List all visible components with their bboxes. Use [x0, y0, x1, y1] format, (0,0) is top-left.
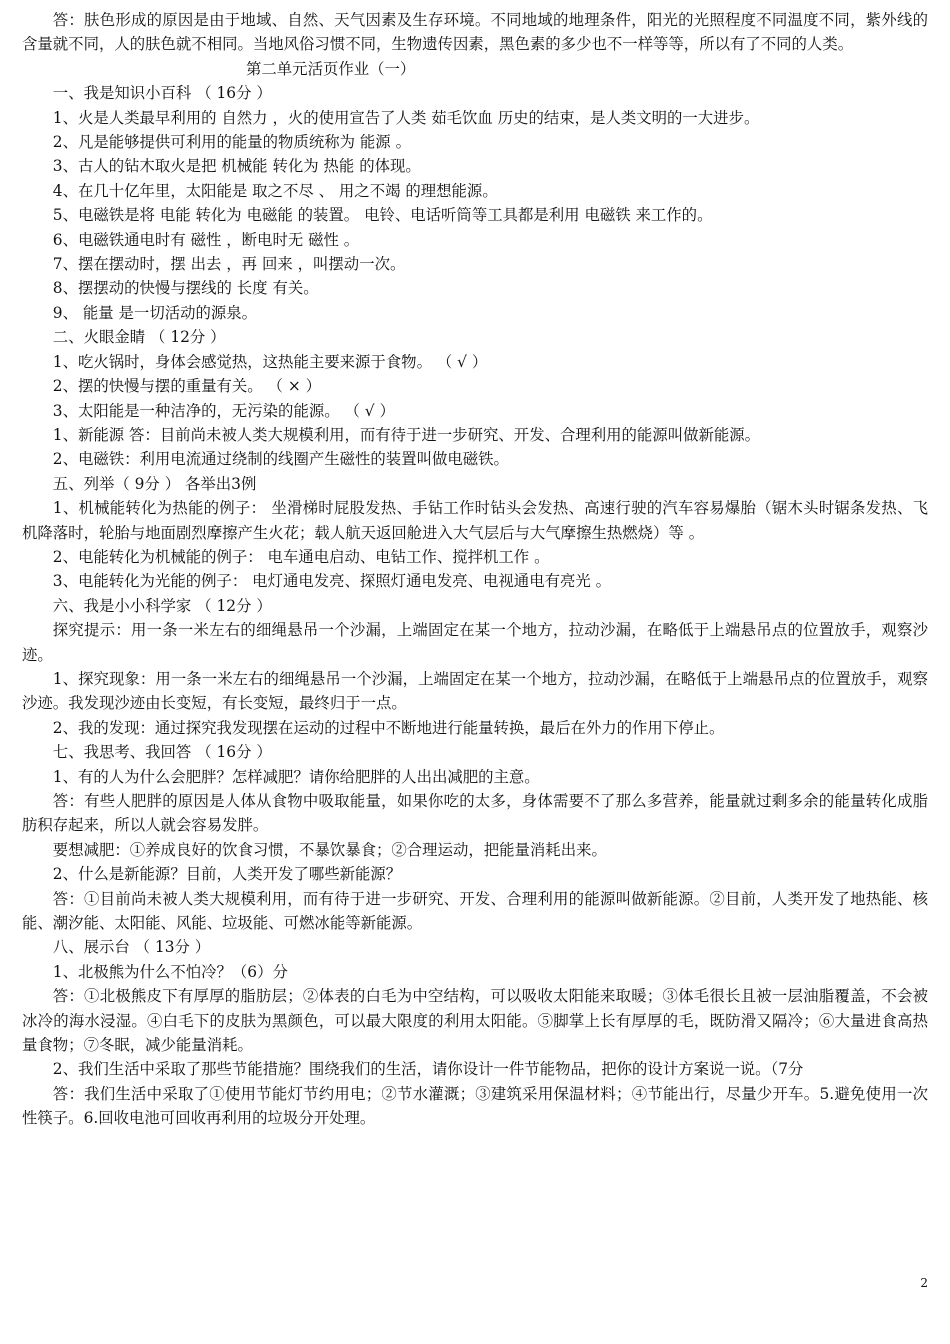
- paragraph-skin-color-answer: 答：肤色形成的原因是由于地域、自然、天气因素及生存环境。不同地域的地理条件，阳光的光照程度不同温度不同，紫外线的含量就不同，人的肤色就不相同。当地风俗习惯不同，生物遗传因素，黑色素的多少也不一样等等，所以有了不同的人类。: [22, 11, 928, 54]
- showcase-question-2: 2、我们生活中采取了那些节能措施？围绕我们的生活，请你设计一件节能物品，把你的设计方案说一说。（7分: [52, 1060, 804, 1079]
- list-item-3: 3、电能转化为光能的例子： 电灯通电发亮、探照灯通电发亮、电视通电有亮光 。: [52, 572, 612, 591]
- page-number: 2: [920, 1276, 928, 1290]
- fill-item-4: 4、在几十亿年里，太阳能是 取之不尽 、 用之不竭 的理想能源。: [52, 181, 498, 200]
- document-body: [22, 8, 928, 1131]
- fill-item-7: 7、摆在摆动时，摆 出去 ，再 回来 ，叫摆动一次。: [52, 255, 406, 274]
- answer-1-tips: 要想减肥：①养成良好的饮食习惯，不暴饮暴食；②合理运动，把能量消耗出来。: [52, 840, 607, 859]
- heading-part-1: 一、我是知识小百科 （ 16分 ）: [52, 84, 272, 103]
- definition-item-1: 1、新能源 答：目前尚未被人类大规模利用，而有待于进一步研究、开发、合理利用的能源叫做新能源。: [52, 425, 761, 444]
- list-item-2: 2、电能转化为机械能的例子： 电车通电启动、电钻工作、搅拌机工作 。: [52, 547, 550, 566]
- fill-item-3: 3、古人的钻木取火是把 机械能 转化为 热能 的体现。: [52, 157, 421, 176]
- question-1: 1、有的人为什么会肥胖？怎样减肥？请你给肥胖的人出出减肥的主意。: [52, 767, 540, 786]
- heading-part-2: 二、火眼金睛 （ 12分 ）: [52, 328, 226, 347]
- showcase-answer-2: 答：我们生活中采取了①使用节能灯节约用电；②节水灌溉；③建筑采用保温材料；④节能出行，尽量少开车。5.避免使用一次性筷子。6.回收电池可回收再利用的垃圾分开处理。: [22, 1084, 928, 1128]
- fill-item-9: 9、 能量 是一切活动的源泉。: [52, 303, 258, 322]
- judge-item-1: 1、吃火锅时，身体会感觉热，这热能主要来源于食物。 （ √ ）: [52, 352, 488, 371]
- fill-item-2: 2、凡是能够提供可利用的能量的物质统称为 能源 。: [52, 133, 411, 152]
- explore-phenomenon: 1、探究现象：用一条一米左右的细绳悬吊一个沙漏，上端固定在某一个地方，拉动沙漏，在略低于上端悬吊点的位置放手，观察沙迹。我发现沙迹由长变短，有长变短，最终归于一点。: [22, 669, 928, 713]
- fill-item-8: 8、摆摆动的快慢与摆线的 长度 有关。: [52, 279, 319, 298]
- section-title: 第二单元活页作业（一）: [246, 59, 416, 78]
- list-item-1: 1、机械能转化为热能的例子： 坐滑梯时屁股发热、手钻工作时钻头会发热、高速行驶的汽车容易爆胎（锯木头时锯条发热、飞机降落时，轮胎与地面剧烈摩擦产生火花；载人航天返回舱进入大气层后与大气摩擦生热燃烧）等 。: [22, 499, 928, 542]
- answer-1: 答：有些人肥胖的原因是人体从食物中吸取能量，如果你吃的太多，身体需要不了那么多营养，能量就过剩多余的能量转化成脂肪积存起来，所以人就会容易发胖。: [22, 792, 928, 835]
- heading-part-8: 八、展示台 （ 13分 ）: [52, 938, 211, 957]
- showcase-answer-1: 答：①北极熊皮下有厚厚的脂肪层；②体表的白毛为中空结构，可以吸收太阳能来取暖；③体毛很长且被一层油脂覆盖，不会被冰冷的海水浸湿。④白毛下的皮肤为黑颜色，可以最大限度的利用太阳能。⑤脚掌上长有厚厚的毛，既防滑又隔冷；⑥大量进食高热量食物；⑦冬眠，减少能量消耗。: [22, 987, 928, 1055]
- judge-item-3: 3、太阳能是一种洁净的，无污染的能源。 （ √ ）: [52, 401, 395, 420]
- question-2: 2、什么是新能源？目前，人类开发了哪些新能源？: [52, 865, 402, 884]
- definition-item-2: 2、电磁铁：利用电流通过绕制的线圈产生磁性的装置叫做电磁铁。: [52, 450, 509, 469]
- explore-finding: 2、我的发现：通过探究我发现摆在运动的过程中不断地进行能量转换，最后在外力的作用下停止。: [52, 718, 725, 737]
- fill-item-1: 1、火是人类最早利用的 自然力 ，火的使用宣告了人类 茹毛饮血 历史的结束，是人类文明的一大进步。: [52, 108, 760, 127]
- fill-item-6: 6、电磁铁通电时有 磁性 ，断电时无 磁性 。: [52, 230, 360, 249]
- heading-part-7: 七、我思考、我回答 （ 16分 ）: [52, 743, 272, 762]
- explore-hint: 探究提示：用一条一米左右的细绳悬吊一个沙漏，上端固定在某一个地方，拉动沙漏，在略低于上端悬吊点的位置放手，观察沙迹。: [22, 621, 928, 664]
- heading-part-5: 五、列举（ 9分 ） 各举出3例: [52, 474, 257, 493]
- judge-item-2: 2、摆的快慢与摆的重量有关。 （ × ）: [52, 377, 322, 396]
- showcase-question-1: 1、北极熊为什么不怕冷？（6）分: [52, 962, 288, 981]
- heading-part-6: 六、我是小小科学家 （ 12分 ）: [52, 596, 272, 615]
- answer-2: 答：①目前尚未被人类大规模利用，而有待于进一步研究、开发、合理利用的能源叫做新能源。②目前，人类开发了地热能、核能、潮汐能、太阳能、风能、垃圾能、可燃冰能等新能源。: [22, 889, 928, 933]
- fill-item-5: 5、电磁铁是将 电能 转化为 电磁能 的装置。 电铃、电话听筒等工具都是利用 电磁铁 来工作的。: [52, 206, 713, 225]
